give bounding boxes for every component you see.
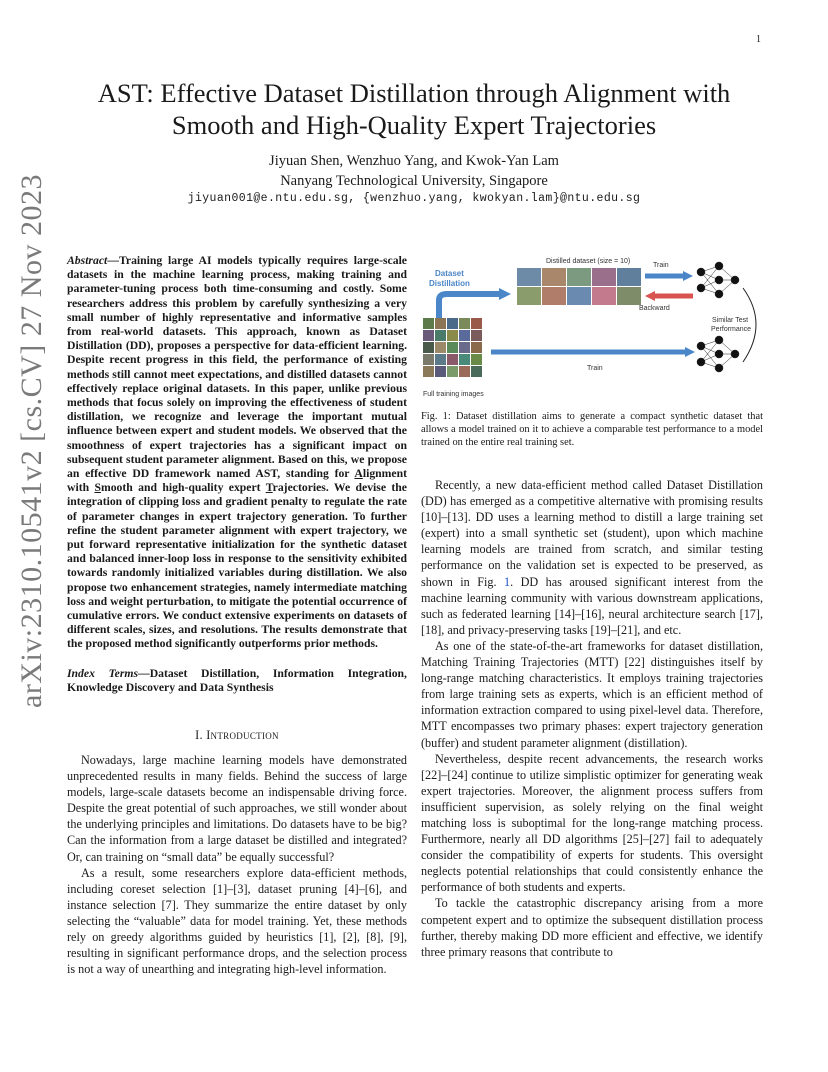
right-paragraph-1 — [421, 477, 763, 638]
intro-paragraph: Nowadays, large machine learning models have demonstrated unprecedented results in many fields. Behind the success of large models, large-scale datasets become an indispensable driving force. Despite the great potential of such approaches, we still wonder about the underlying principles and limitations. Do datasets have to be big? Can the information from a large dataset be distilled and integrated? Or, can training on “small data” be equally successful? — [67, 753, 407, 864]
backward-arrow-head — [645, 291, 655, 301]
p1-text-a: Recently, a new data-efficient method called Dataset Distillation (DD) has emerged as a competitive alternative with promising results [10]–[13]. DD uses a learning method to distill a large training set (expert) into a small synthetic set (student), upon which machine learning models are trained from scratch, and similar testing performance on the validation set is expected to be preserved, as shown in Fig. — [421, 478, 763, 589]
paper-authors: Jiyuan Shen, Wenzhuo Yang, and Kwok-Yan Lam — [269, 153, 559, 169]
figure-1-link[interactable]: 1 — [503, 574, 511, 589]
p1-text-b: . DD has aroused significant interest from the machine learning community with various downstream applications, such as federated learning [14]–[16], neural architecture search [17], [18], and privacy-preserving tasks [19]–[21], and etc. — [421, 574, 763, 637]
distilled-dataset-label: Distilled dataset (size = 10) — [546, 258, 631, 265]
paper-emails: jiyuan001@e.ntu.edu.sg, {wenzhuo.yang, kwokyan.lam}@ntu.edu.sg — [187, 192, 641, 205]
page-number: 1 — [756, 34, 761, 45]
train-top-label: Train — [653, 262, 669, 269]
right-paragraph-3: Nevertheless, despite recent advancements, the research works [22]–[24] continue to utilize simplistic optimizer for generating weak expert trajectories. Moreover, the alignment process suffers from insufficient supervision, as solely relying on the final weight matching loss is suboptimal for the long-range matching process. Furthermore, nearly all DD algorithms [25]–[27] fail to adequately consider the compatibility of experts for students. This oversight neglects potential relationships that could consistently enhance the performance of both students and experts. — [421, 751, 763, 895]
network-top — [697, 262, 739, 298]
abstract-text-t2: mooth and high-quality expert — [100, 481, 266, 495]
train-bottom-label: Train — [587, 365, 603, 372]
backward-label: Backward — [639, 305, 670, 312]
train-arrow-bottom-head — [685, 347, 695, 357]
abstract-letter-t: T — [265, 481, 273, 495]
paper-title: AST: Effective Dataset Distillation through Alignment with Smooth and High-Quality Expert Trajectories — [97, 78, 731, 140]
index-terms — [67, 667, 407, 695]
intro-paragraph: As a result, some researchers explore data-efficient methods, including coreset selection [1]–[3], dataset pruning [4]–[6], and instance selection [7]. They summarize the entire dataset by only selecting the “valuable” data for model training. Yet, these methods rely on greedy algorithms guided by heuristics [1], [2], [8], [9], resulting in significant performance drops, and the selection process is not a way of unearthing and integrating high-level information. — [67, 865, 407, 977]
paper-affiliation: Nanyang Technological University, Singapore — [280, 173, 548, 189]
abstract-label: Abstract — [67, 254, 108, 267]
similar-label-line2: Performance — [711, 326, 752, 333]
abstract-letter-a: A — [354, 467, 363, 481]
arxiv-stamp[interactable]: arXiv:2310.10541v2 [cs.CV] 27 Nov 2023 — [15, 174, 48, 708]
distill-arrow — [439, 294, 499, 318]
abstract — [67, 254, 407, 652]
dd-label-line1: Dataset — [435, 269, 464, 278]
right-paragraph-2: As one of the state-of-the-art frameworks for dataset distillation, Matching Training Trajectories (MTT) [22] distinguishes itself by long-range matching characteristics. It employs training trajectories from large training sets as experts, which is an efficient method of information extraction compared to using pixel-level data. Therefore, MTT encompasses two primary phases: expert trajectory generation (buffer) and student parameter alignment (distillation). — [421, 638, 763, 750]
abstract-letter-s: S — [94, 481, 101, 495]
figure-1 — [421, 254, 763, 402]
abstract-text-a: —Training large AI models typically requires large-scale datasets in the machine learning process, making training and parameter-tuning process both time-consuming and costly. Some researchers address this problem by carefully synthesizing a very small number of highly representative and informative samples from real-world datasets. This approach, known as Dataset Distillation (DD), proposes a perspective for data-efficient learning. Despite recent progress in this field, the performance of existing methods still cannot meet expectations, and distilled datasets cannot effectively replace original datasets. In this paper, unlike previous methods that focus solely on improving the effectiveness of student distillation, we recognize and leverage the important mutual influence between expert and student models. We observed that the smoothness of expert trajectories has a significant impact on subsequent student parameter alignment. Based on this, we propose an effective DD framework named AST, standing for — [67, 254, 407, 481]
abstract-text-b: rajectories. We devise the integration of clipping loss and gradient penalty to regulate the rate of parameter changes in expert trajectory generation. To further refine the student parameter alignment with expert trajectory, we put forward representative initialization for the synthetic dataset and balanced inner-loop loss in response to the sensitivity exhibited towards randomly initialized variables during distillation. We also propose two enhancement strategies, namely intermediate matching loss and weight perturbation, to mitigate the potential occurrence of cumulative errors. We conduct extensive experiments on datasets of different scales, sizes, and resolutions. The results demonstrate that the proposed method significantly outperforms prior methods. — [67, 481, 407, 651]
full-training-label: Full training images — [423, 391, 484, 398]
section-heading: I. Introduction — [195, 728, 279, 742]
right-column-text — [421, 477, 763, 960]
distilled-image-grid — [517, 268, 641, 305]
train-arrow-top-head — [683, 271, 693, 281]
similar-label-line1: Similar Test — [712, 317, 749, 324]
full-training-images-grid — [423, 318, 482, 377]
similar-arrow — [743, 288, 756, 362]
dd-label-line2: Distillation — [429, 279, 470, 288]
index-terms-text: —Dataset Distillation, Information Integration, Knowledge Discovery and Data Synthesis — [67, 667, 407, 695]
distill-arrow-head — [499, 288, 511, 300]
intro-text — [67, 752, 407, 977]
abstract-text-t1: lignment with — [67, 467, 407, 495]
network-bottom — [697, 336, 739, 372]
index-terms-label: Index Terms — [67, 667, 139, 680]
right-paragraph-4: To tackle the catastrophic discrepancy arising from a more competent expert and to optimize the subsequent distillation process further, thereby making DD more efficient and effective, we identify three primary reasons that contribute to — [421, 896, 763, 959]
figure-caption: Fig. 1: Dataset distillation aims to generate a compact synthetic dataset that allows a model trained on it to achieve a comparable test performance to a model trained on the entire real training set. — [421, 411, 763, 449]
